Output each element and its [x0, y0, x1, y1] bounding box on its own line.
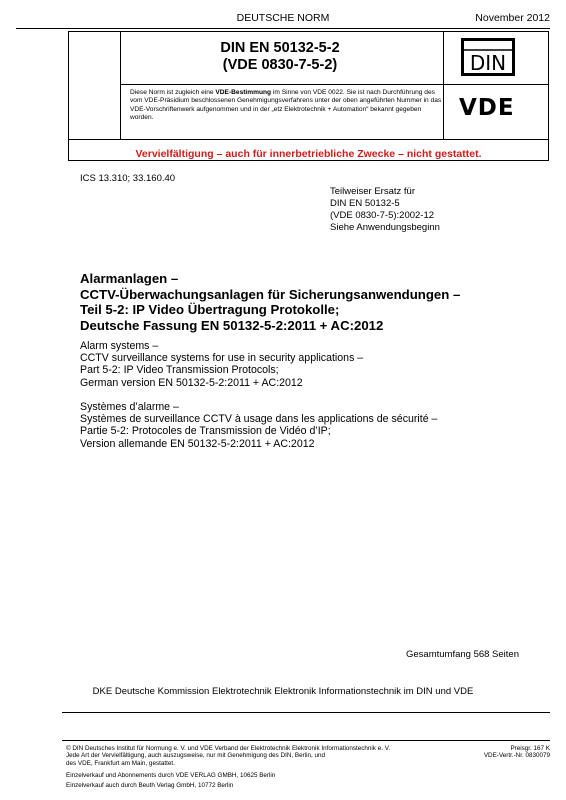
- total-pages: Gesamtumfang 568 Seiten: [405, 649, 519, 660]
- norm-type: DEUTSCHE NORM: [236, 12, 330, 24]
- title-line: Systèmes de surveillance CCTV à usage dans les applications de sécurité –: [80, 413, 438, 426]
- copyright-notice: [66, 745, 436, 767]
- title-line: German version EN 50132-5-2:2011 + AC:2012: [80, 376, 303, 389]
- header-rule: [16, 28, 550, 29]
- title-line: Part 5-2: IP Video Transmission Protocols;: [80, 364, 279, 377]
- sales-line: Einzelverkauf auch durch Beuth Verlag GmbH, 10772 Berlin: [66, 781, 234, 789]
- replacement-line: (VDE 0830-7-5):2002-12: [330, 210, 435, 221]
- title-line: CCTV-Überwachungsanlagen für Sicherungsanwendungen –: [80, 286, 461, 302]
- standard-number: DIN EN 50132-5-2: [220, 40, 340, 56]
- title-line: Systèmes d’alarme –: [80, 401, 179, 413]
- title-english: [80, 340, 363, 389]
- title-line: Alarm systems –: [80, 340, 159, 352]
- replacement-info: [330, 186, 440, 234]
- vde-order-number: VDE-Vertr.-Nr. 0830079: [483, 752, 550, 760]
- reproduction-notice: Vervielfältigung – auch für innerbetriebliche Zwecke – nicht gestattet.: [135, 148, 482, 160]
- title-line: Version allemande EN 50132-5-2:2011 + AC:2012: [80, 437, 315, 450]
- footer-rule-bottom: [62, 740, 550, 741]
- din-logo-text: DIN: [469, 51, 507, 75]
- price-info: [484, 745, 550, 760]
- box-divider-bottom: [68, 139, 549, 140]
- standard-number-block: [120, 40, 440, 74]
- title-line: Partie 5-2: Protocoles de Transmission de Vidéo d’IP;: [80, 425, 331, 438]
- title-french: [80, 401, 437, 450]
- title-line: Teil 5-2: IP Video Übertragung Protokolle;: [80, 302, 340, 317]
- ics-codes: ICS 13.310; 33.160.40: [80, 173, 176, 184]
- sales-line: Einzelverkauf und Abonnements durch VDE VERLAG GMBH, 10625 Berlin: [66, 772, 276, 779]
- vde-note-bold: VDE-Bestimmung: [215, 89, 272, 96]
- dke-line: DKE Deutsche Kommission Elektrotechnik Elektronik Informationstechnik im DIN und VDE: [92, 686, 474, 697]
- title-line: Alarmanlagen –: [80, 271, 179, 286]
- din-logo: [461, 38, 515, 76]
- sales-info: [66, 771, 275, 791]
- copyright-line: Jede Art der Vervielfältigung, auch auszugsweise, nur mit Genehmigung des DIN, Berlin, und: [66, 752, 326, 760]
- replacement-line: Teilweiser Ersatz für: [330, 186, 415, 197]
- vde-note-suffix: im Sinne von VDE 0022. Sie ist nach Durchführung des vom VDE-Präsidium beschlossenen Genehmigungsverfahrens unter der oben angeführten Nummer in das VDE-Vorschriftenwerk aufgenommen und in der „etz Elektrotechnik + Automation“ bekannt gegeben worden.: [130, 89, 442, 122]
- title-line: CCTV surveillance systems for use in security applications –: [80, 352, 364, 365]
- title-line: Deutsche Fassung EN 50132-5-2:2011 + AC:2012: [80, 317, 384, 333]
- vde-number: (VDE 0830-7-5-2): [222, 57, 338, 73]
- vde-note: [130, 89, 442, 123]
- replacement-line: Siehe Anwendungsbeginn: [330, 222, 440, 233]
- publication-date: November 2012: [475, 12, 550, 24]
- vde-note-prefix: Diese Norm ist zugleich eine: [130, 89, 216, 96]
- price-group: Preisgr. 167 K: [510, 745, 550, 752]
- title-german: [80, 271, 460, 333]
- replacement-line: DIN EN 50132-5: [330, 198, 400, 209]
- vde-logo: VDE: [459, 95, 515, 121]
- box-divider-middle: [120, 84, 549, 85]
- footer-rule: [62, 712, 550, 713]
- box-divider-right: [443, 31, 444, 139]
- copyright-line: des VDE, Frankfurt am Main, gestattet.: [66, 759, 175, 767]
- copyright-line: © DIN Deutsches Institut für Normung e. V. und VDE Verband der Elektrotechnik Elektronik Informationstechnik e. V.: [66, 745, 391, 752]
